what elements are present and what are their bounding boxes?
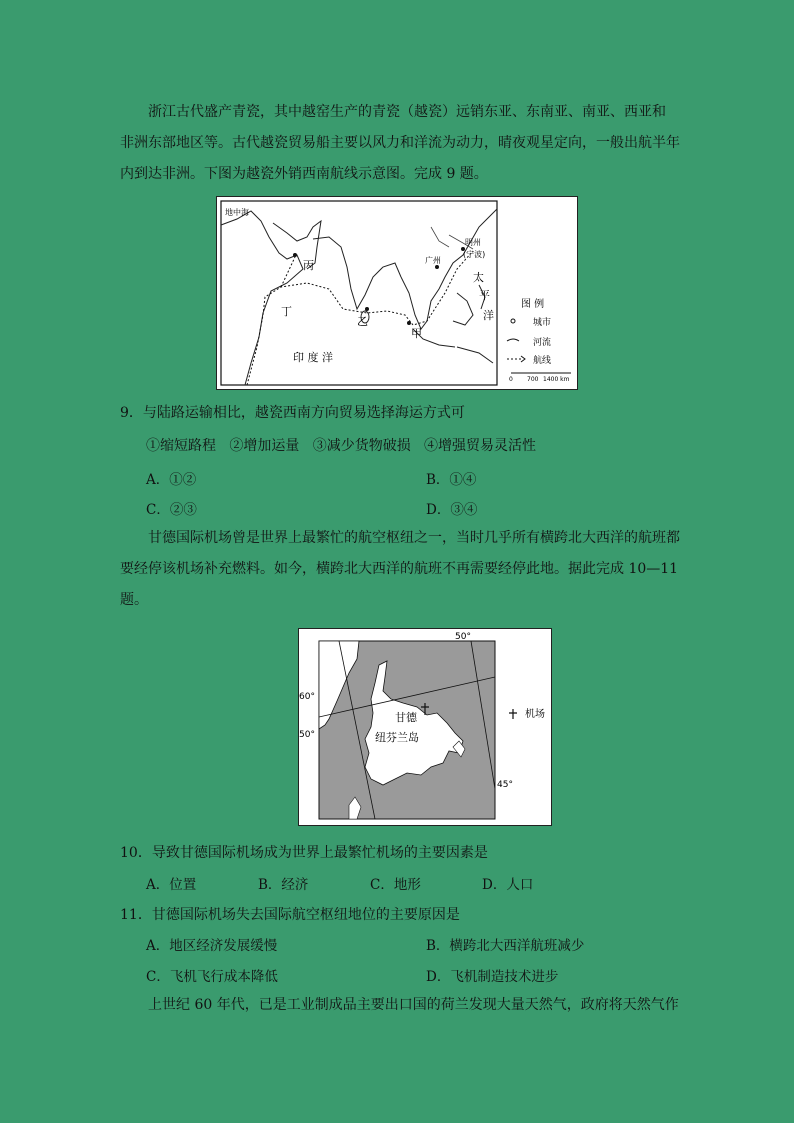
passage-3 bbox=[120, 990, 680, 1021]
question-9-option-a[interactable]: A．①② bbox=[146, 472, 197, 488]
question-10-option-a[interactable]: A．位置 bbox=[146, 877, 197, 893]
scale-1400: 1400 km bbox=[543, 376, 570, 383]
city-jia bbox=[407, 321, 411, 325]
passage-2-line-2: 要经停该机场补充燃料。如今，横跨北大西洋的航班不再需要经停此地。据此完成 10—11 bbox=[120, 561, 679, 577]
legend-route-arrow bbox=[521, 356, 525, 362]
label-50-top: 50° bbox=[455, 632, 471, 642]
scale-700: 700 bbox=[527, 376, 539, 383]
label-45: 45° bbox=[497, 780, 513, 790]
question-11-option-c[interactable]: C．飞机飞行成本降低 bbox=[146, 969, 278, 985]
question-10-option-c[interactable]: C．地形 bbox=[370, 877, 421, 893]
question-9-option-d[interactable]: D．③④ bbox=[426, 502, 478, 518]
passage-2 bbox=[120, 523, 680, 554]
label-60: 60° bbox=[299, 692, 315, 702]
legend-airport-symbol bbox=[509, 709, 517, 719]
city-bing bbox=[293, 253, 297, 257]
question-9-option-c[interactable]: C．②③ bbox=[146, 502, 197, 518]
question-10-option-d[interactable]: D．人口 bbox=[482, 877, 534, 893]
passage-1 bbox=[120, 97, 680, 128]
scale-0: 0 bbox=[509, 376, 513, 383]
legend-river-symbol bbox=[507, 339, 519, 341]
question-9-option-b[interactable]: B．①④ bbox=[426, 472, 477, 488]
label-mingzhou: 明州 bbox=[465, 238, 481, 247]
passage-1-line-1: 浙江古代盛产青瓷，其中越窑生产的青瓷（越瓷）远销东亚、东南亚、南亚、西亚和 bbox=[148, 104, 666, 120]
passage-1-cont bbox=[120, 128, 680, 190]
question-11-option-b[interactable]: B．横跨北大西洋航班减少 bbox=[426, 938, 585, 954]
label-ningbo: (宁波) bbox=[463, 250, 486, 259]
map-frame bbox=[221, 201, 497, 385]
label-guangzhou: 广州 bbox=[425, 256, 441, 265]
city-guangzhou bbox=[435, 265, 439, 269]
passage-2-cont bbox=[120, 554, 680, 616]
question-9-statements: ①缩短路程 ②增加运量 ③减少货物破损 ④增强贸易灵活性 bbox=[146, 438, 537, 454]
label-newfoundland: 纽芬兰岛 bbox=[375, 731, 419, 744]
legend-river: 河流 bbox=[533, 338, 552, 348]
passage-1-line-2: 非洲东部地区等。古代越瓷贸易船主要以风力和洋流为动力，晴夜观星定向，一般出航半年 bbox=[120, 135, 680, 151]
label-bing: 丙 bbox=[303, 259, 314, 272]
question-11-option-d[interactable]: D．飞机制造技术进步 bbox=[426, 969, 559, 985]
label-ping: 平 bbox=[479, 289, 490, 302]
passage-1-line-3: 内到达非洲。下图为越瓷外销西南航线示意图。完成 9 题。 bbox=[120, 166, 488, 182]
legend-city: 城市 bbox=[533, 318, 552, 328]
trade-route-map-svg bbox=[217, 197, 577, 389]
question-11-stem: 11．甘德国际机场失去国际航空枢纽地位的主要原因是 bbox=[120, 907, 460, 923]
legend-route: 航线 bbox=[533, 356, 552, 366]
passage-3-line-1: 上世纪 60 年代，已是工业制成品主要出口国的荷兰发现大量天然气，政府将天然气作 bbox=[148, 997, 679, 1013]
label-indian-ocean: 印 度 洋 bbox=[293, 351, 333, 364]
legend-title: 图 例 bbox=[521, 299, 545, 310]
gander-map-svg bbox=[299, 629, 551, 825]
trade-route-map bbox=[216, 196, 578, 390]
label-gander: 甘德 bbox=[395, 711, 417, 724]
question-10-stem: 10．导致甘德国际机场成为世界上最繁忙机场的主要因素是 bbox=[120, 845, 488, 861]
label-tai: 太 bbox=[473, 271, 484, 284]
label-yi: 乙 bbox=[357, 315, 368, 328]
passage-2-line-3: 题。 bbox=[120, 592, 148, 608]
label-mediterranean: 地中海 bbox=[225, 208, 249, 217]
question-9-stem: 9．与陆路运输相比，越瓷西南方向贸易选择海运方式可 bbox=[120, 405, 465, 421]
legend-city-symbol bbox=[511, 319, 515, 323]
gander-map bbox=[298, 628, 552, 826]
label-yang: 洋 bbox=[483, 309, 494, 322]
question-11-option-a[interactable]: A．地区经济发展缓慢 bbox=[146, 938, 278, 954]
label-50-left: 50° bbox=[299, 730, 315, 740]
city-yi bbox=[365, 307, 369, 311]
question-10-option-b[interactable]: B．经济 bbox=[258, 877, 309, 893]
label-ding: 丁 bbox=[281, 305, 292, 318]
label-jia: 甲 bbox=[411, 327, 422, 340]
legend-airport: 机场 bbox=[525, 709, 545, 720]
passage-2-line-1: 甘德国际机场曾是世界上最繁忙的航空枢纽之一，当时几乎所有横跨北大西洋的航班都 bbox=[148, 530, 680, 546]
